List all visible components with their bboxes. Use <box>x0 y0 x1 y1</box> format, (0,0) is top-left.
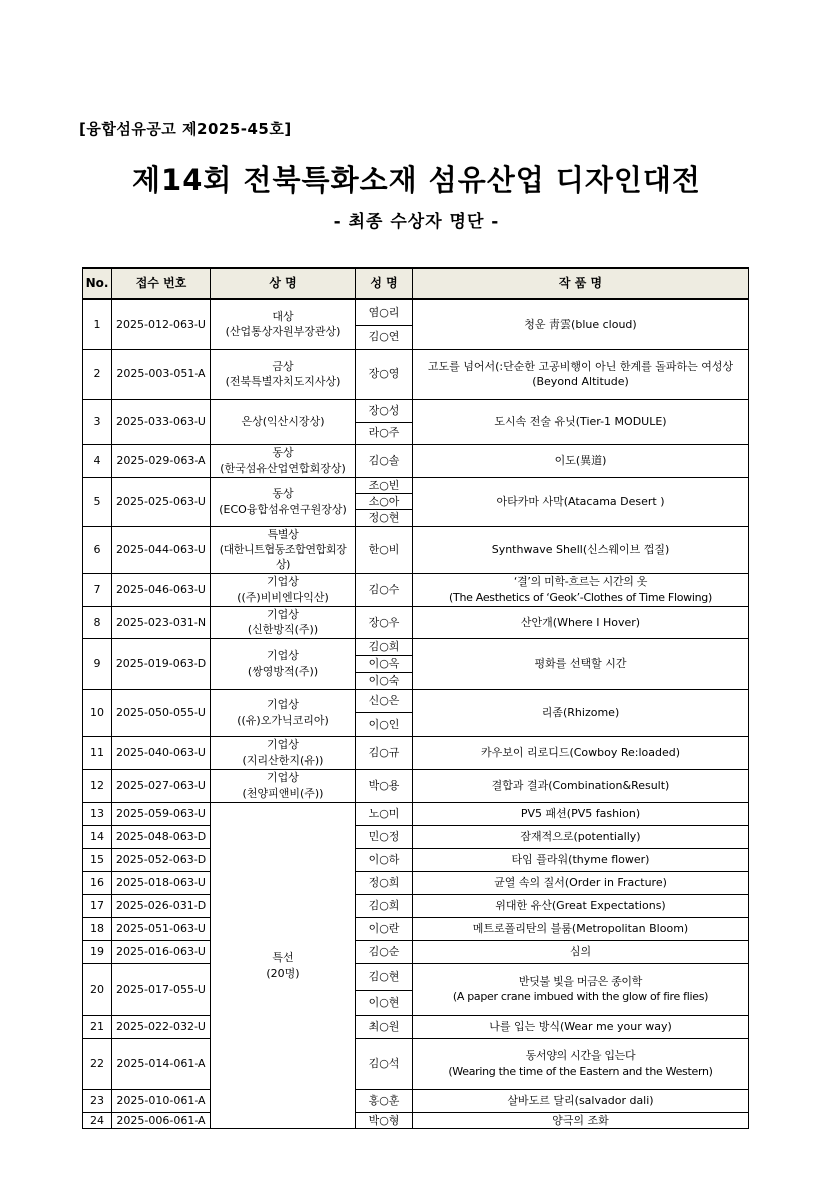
notice-number: [융합섬유공고 제2025-45호] <box>79 120 292 138</box>
row-number: 9 <box>83 638 112 689</box>
work-title-line: (Beyond Altitude) <box>532 375 629 388</box>
work-title <box>413 1112 749 1128</box>
award-line: 기업상 <box>267 738 299 752</box>
work-title <box>413 399 749 444</box>
award-line: ((유)오가닉코리아) <box>237 713 329 727</box>
row-number: 2 <box>83 349 112 399</box>
work-title-line: (Wearing the time of the Eastern and the Western) <box>448 1064 713 1078</box>
header-award: 상 명 <box>211 268 356 299</box>
receipt-number: 2025-014-061-A <box>112 1038 211 1089</box>
award-line: 특별상 <box>267 527 299 541</box>
work-title-line: Synthwave Shell(신스웨이브 껍질) <box>491 543 670 557</box>
work-title <box>413 573 749 606</box>
winner-name: 이○인 <box>356 712 413 736</box>
winner-name: 한○비 <box>356 526 413 573</box>
receipt-number: 2025-016-063-U <box>112 940 211 963</box>
award-line: 은상(익산시장상) <box>241 414 325 428</box>
table-row <box>83 573 749 606</box>
award-line: (산업통상자원부장관상) <box>225 325 341 339</box>
work-title <box>413 1089 749 1112</box>
receipt-number: 2025-017-055-U <box>112 963 211 1015</box>
work-title-line: 이도(異道) <box>554 453 607 467</box>
winner-name: 김○희 <box>356 894 413 917</box>
work-title <box>413 940 749 963</box>
receipt-number: 2025-023-031-N <box>112 606 211 638</box>
winner-name: 라○주 <box>356 422 413 444</box>
award-name <box>211 477 356 526</box>
work-title <box>413 349 749 399</box>
winner-name: 김○순 <box>356 940 413 963</box>
table-row <box>83 1112 749 1128</box>
receipt-number: 2025-018-063-U <box>112 871 211 894</box>
winner-name: 정○현 <box>356 510 413 526</box>
work-title <box>413 848 749 871</box>
winner-name: 김○현 <box>356 963 413 990</box>
header-no: No. <box>83 268 112 299</box>
table-row <box>83 444 749 477</box>
row-number: 10 <box>83 689 112 736</box>
row-number: 23 <box>83 1089 112 1112</box>
row-number: 5 <box>83 477 112 526</box>
receipt-number: 2025-044-063-U <box>112 526 211 573</box>
table-row <box>83 825 749 848</box>
receipt-number: 2025-051-063-U <box>112 917 211 940</box>
row-number: 13 <box>83 802 112 825</box>
winner-name: 민○정 <box>356 825 413 848</box>
winner-name: 조○빈 <box>356 477 413 493</box>
receipt-number: 2025-006-061-A <box>112 1112 211 1128</box>
award-special <box>211 802 356 1128</box>
work-title <box>413 894 749 917</box>
award-line: 기업상 <box>267 771 299 785</box>
winner-name: 정○희 <box>356 871 413 894</box>
table-row <box>83 963 749 990</box>
receipt-number: 2025-010-061-A <box>112 1089 211 1112</box>
row-number: 21 <box>83 1015 112 1038</box>
row-number: 20 <box>83 963 112 1015</box>
table-row <box>83 871 749 894</box>
work-title-line: 나를 입는 방식(Wear me your way) <box>489 1020 672 1034</box>
award-line: 특선 <box>272 951 294 965</box>
winner-name: 이○란 <box>356 917 413 940</box>
table-header-row <box>83 268 749 299</box>
work-title <box>413 769 749 802</box>
winner-name: 이○현 <box>356 990 413 1015</box>
work-title <box>413 606 749 638</box>
award-line: 동상 <box>272 446 294 460</box>
award-line: (한국섬유산업연합회장상) <box>220 461 346 475</box>
table-row <box>83 917 749 940</box>
winners-table <box>82 267 749 1129</box>
work-title <box>413 1015 749 1038</box>
winner-name: 장○성 <box>356 399 413 422</box>
receipt-number: 2025-027-063-U <box>112 769 211 802</box>
row-number: 3 <box>83 399 112 444</box>
receipt-number: 2025-059-063-U <box>112 802 211 825</box>
table-body <box>83 299 749 1129</box>
work-title-line: PV5 패션(PV5 fashion) <box>520 807 641 821</box>
work-title-line: 평화를 선택할 시간 <box>534 657 627 671</box>
receipt-number: 2025-003-051-A <box>112 349 211 399</box>
award-line: 금상 <box>272 359 294 373</box>
winner-name: 장○영 <box>356 349 413 399</box>
work-title-line: 리좀(Rhizome) <box>541 706 620 720</box>
table-row <box>83 802 749 825</box>
work-title-line: 잠재적으로(potentially) <box>520 830 641 844</box>
row-number: 18 <box>83 917 112 940</box>
table-row <box>83 606 749 638</box>
winner-name: 김○수 <box>356 573 413 606</box>
table-row <box>83 638 749 655</box>
row-number: 4 <box>83 444 112 477</box>
award-line: (쌍영방적(주)) <box>247 664 319 678</box>
award-line: (지리산한지(유)) <box>242 753 324 767</box>
winner-name: 홍○훈 <box>356 1089 413 1112</box>
row-number: 15 <box>83 848 112 871</box>
row-number: 24 <box>83 1112 112 1128</box>
award-name <box>211 769 356 802</box>
table-row <box>83 769 749 802</box>
winner-name: 노○미 <box>356 802 413 825</box>
receipt-number: 2025-052-063-D <box>112 848 211 871</box>
row-number: 11 <box>83 736 112 769</box>
winner-name: 신○은 <box>356 689 413 712</box>
table-row <box>83 1015 749 1038</box>
winner-name: 이○하 <box>356 848 413 871</box>
work-title-line: 심의 <box>569 945 592 959</box>
award-line: 기업상 <box>267 649 299 663</box>
award-line: (대한니트협동조합연합회장상) <box>219 543 347 572</box>
row-number: 16 <box>83 871 112 894</box>
row-number: 1 <box>83 299 112 349</box>
work-title <box>413 299 749 349</box>
award-line: (20명) <box>266 966 300 980</box>
receipt-number: 2025-040-063-U <box>112 736 211 769</box>
work-title <box>413 1038 749 1089</box>
work-title-line: 고도를 넘어서(:단순한 고공비행이 아닌 한계를 돌파하는 여성상 <box>427 359 734 373</box>
award-line: 기업상 <box>267 575 299 589</box>
award-name <box>211 689 356 736</box>
award-name <box>211 606 356 638</box>
work-title-line: 산안개(Where I Hover) <box>520 615 641 629</box>
work-title-line: 아타카마 사막(Atacama Desert ) <box>496 494 665 508</box>
receipt-number: 2025-025-063-U <box>112 477 211 526</box>
receipt-number: 2025-050-055-U <box>112 689 211 736</box>
table-row <box>83 848 749 871</box>
row-number: 19 <box>83 940 112 963</box>
page-title: 제14회 전북특화소재 섬유산업 디자인대전 <box>132 163 701 197</box>
row-number: 17 <box>83 894 112 917</box>
row-number: 22 <box>83 1038 112 1089</box>
receipt-number: 2025-026-031-D <box>112 894 211 917</box>
work-title <box>413 689 749 736</box>
winner-name: 이○숙 <box>356 672 413 689</box>
row-number: 14 <box>83 825 112 848</box>
work-title <box>413 736 749 769</box>
work-title <box>413 638 749 689</box>
work-title-line: 청운 靑雲(blue cloud) <box>524 317 637 331</box>
header-work: 작 품 명 <box>413 268 749 299</box>
award-line: (신한방직(주)) <box>247 623 319 637</box>
table-row <box>83 940 749 963</box>
winner-name: 박○용 <box>356 769 413 802</box>
winner-name: 김○희 <box>356 638 413 655</box>
work-title <box>413 802 749 825</box>
award-line: (전북특별자치도지사상) <box>225 375 341 388</box>
table-row <box>83 1038 749 1089</box>
table-row <box>83 526 749 573</box>
winner-name: 김○규 <box>356 736 413 769</box>
work-title-line: 반딧불 빛을 머금은 종이학 <box>518 974 643 988</box>
work-title-line: 카우보이 리로디드(Cowboy Re:loaded) <box>480 746 681 760</box>
row-number: 12 <box>83 769 112 802</box>
receipt-number: 2025-012-063-U <box>112 299 211 349</box>
work-title-line: 살바도르 달리(salvador dali) <box>507 1094 654 1108</box>
work-title-line: 타임 플라워(thyme flower) <box>511 853 650 867</box>
work-title-line: 도시속 전술 유닛(Tier-1 MODULE) <box>494 414 667 428</box>
work-title-line: ‘결’의 미학-흐르는 시간의 옷 <box>513 575 648 589</box>
receipt-number: 2025-046-063-U <box>112 573 211 606</box>
work-title-line: (The Aesthetics of ‘Geok’-Clothes of Time Flowing) <box>449 590 712 604</box>
table-row <box>83 477 749 493</box>
winner-name: 김○솔 <box>356 444 413 477</box>
page-subtitle: - 최종 수상자 명단 - <box>333 212 500 232</box>
table-row <box>83 349 749 399</box>
award-name <box>211 638 356 689</box>
award-line: 대상 <box>272 309 294 323</box>
header-receipt: 접수 번호 <box>112 268 211 299</box>
work-title-line: 균열 속의 질서(Order in Fracture) <box>494 876 667 890</box>
receipt-number: 2025-033-063-U <box>112 399 211 444</box>
award-name <box>211 444 356 477</box>
award-line: ((주)비비엔다익산) <box>237 590 329 604</box>
work-title <box>413 444 749 477</box>
work-title-line: 결합과 결과(Combination&Result) <box>491 779 670 793</box>
receipt-number: 2025-048-063-D <box>112 825 211 848</box>
winner-name: 박○형 <box>356 1112 413 1128</box>
award-name <box>211 736 356 769</box>
work-title-line: 양극의 조화 <box>552 1113 609 1127</box>
table-row <box>83 736 749 769</box>
work-title-line: 위대한 유산(Great Expectations) <box>495 899 666 913</box>
winner-name: 김○연 <box>356 325 413 349</box>
work-title <box>413 871 749 894</box>
award-name <box>211 573 356 606</box>
winner-name: 최○원 <box>356 1015 413 1038</box>
receipt-number: 2025-029-063-A <box>112 444 211 477</box>
receipt-number: 2025-022-032-U <box>112 1015 211 1038</box>
winner-name: 이○옥 <box>356 655 413 672</box>
work-title <box>413 963 749 1015</box>
table-row <box>83 1089 749 1112</box>
award-line: 동상 <box>272 487 294 501</box>
receipt-number: 2025-019-063-D <box>112 638 211 689</box>
award-line: (ECO융합섬유연구원장상) <box>219 502 347 516</box>
work-title-line: (A paper crane imbued with the glow of fire flies) <box>452 990 709 1004</box>
award-name <box>211 299 356 349</box>
work-title <box>413 825 749 848</box>
winner-name: 장○우 <box>356 606 413 638</box>
work-title-line: 메트로폴리탄의 블룸(Metropolitan Bloom) <box>472 922 689 936</box>
row-number: 6 <box>83 526 112 573</box>
winner-name: 소○아 <box>356 493 413 509</box>
table-row <box>83 689 749 712</box>
award-name <box>211 526 356 573</box>
work-title-line: 동서양의 시간을 입는다 <box>525 1049 636 1063</box>
award-name <box>211 399 356 444</box>
work-title <box>413 477 749 526</box>
table-row <box>83 894 749 917</box>
award-line: (천양피앤비(주)) <box>242 786 324 800</box>
award-line: 기업상 <box>267 607 299 621</box>
row-number: 7 <box>83 573 112 606</box>
work-title <box>413 917 749 940</box>
award-name <box>211 349 356 399</box>
work-title <box>413 526 749 573</box>
header-name: 성 명 <box>356 268 413 299</box>
table-row <box>83 399 749 422</box>
row-number: 8 <box>83 606 112 638</box>
winner-name: 염○리 <box>356 299 413 325</box>
award-line: 기업상 <box>267 698 299 712</box>
table-row <box>83 299 749 325</box>
winner-name: 김○석 <box>356 1038 413 1089</box>
